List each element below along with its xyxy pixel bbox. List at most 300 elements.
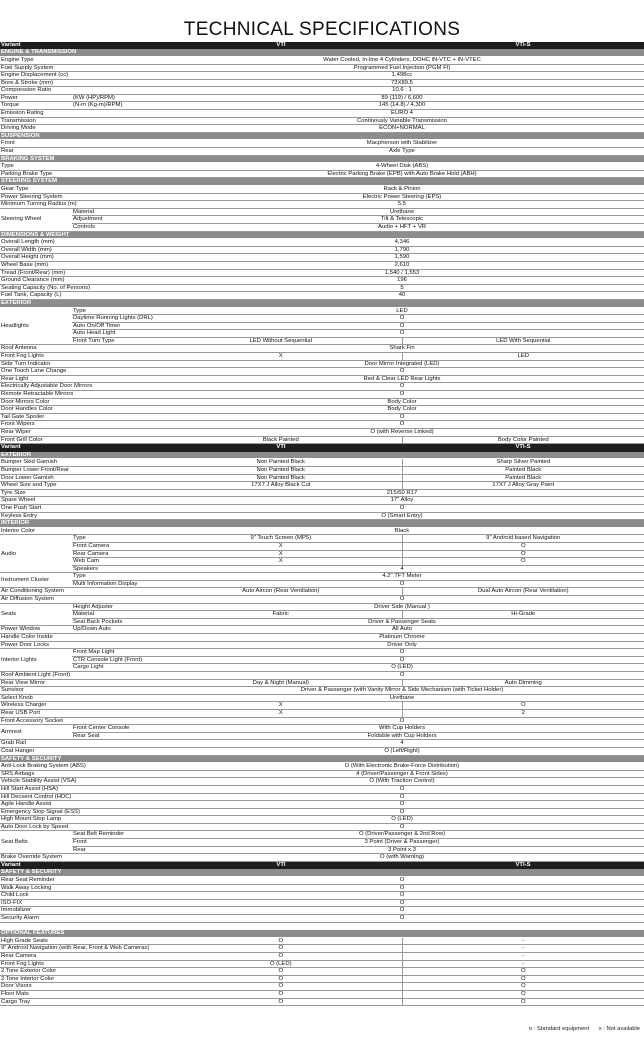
spec-value-vti-s: Auto Dimming — [402, 679, 644, 687]
spec-row — [0, 823, 644, 831]
spec-row — [0, 694, 644, 702]
spec-value-shared: 2,610 — [160, 261, 644, 269]
spec-value-vti-s: O — [402, 968, 644, 976]
spec-value-vti-s: - — [402, 960, 644, 968]
spec-value-shared: O — [160, 785, 644, 793]
spec-value-shared: O — [160, 892, 644, 900]
spec-label: Tread (Front/Rear) (mm) — [0, 269, 160, 277]
spec-row — [0, 527, 644, 535]
spec-value-shared: Driver & Passenger (with Vanity Mirror & Side Mechanism (with Ticket Holder) — [160, 687, 644, 695]
spec-sub-label: Type — [72, 307, 160, 315]
spec-row — [0, 983, 644, 991]
spec-label: Sunvisor — [0, 687, 160, 695]
spec-value-shared: Urethane — [160, 208, 644, 216]
spec-label: Keyless Entry — [0, 512, 160, 520]
spec-value-vti: LED Without Sequential — [160, 337, 402, 345]
spec-value-vti-s: Painted Black — [402, 466, 644, 474]
spec-row — [0, 337, 644, 345]
spec-value-vti-s: - — [402, 952, 644, 960]
spec-label: Seating Capacity (No. of Persons) — [0, 284, 160, 292]
spec-row — [0, 611, 644, 619]
spec-value-shared: O — [160, 717, 644, 725]
spec-value-shared: O (with Reverse Linked) — [160, 429, 644, 437]
section-header-row — [0, 755, 644, 763]
spec-value-vti-s: O — [402, 558, 644, 566]
spec-label: Rear Camera — [0, 952, 160, 960]
spec-group-label: Power Window — [0, 626, 72, 634]
spec-value-shared: Electric Parking Brake (EPB) with Auto Brake Hold (ABH) — [160, 170, 644, 178]
spec-row — [0, 391, 644, 399]
spec-value-shared: Urethane — [160, 694, 644, 702]
spec-value-shared: Rack & Pinion — [160, 186, 644, 194]
spec-row — [0, 368, 644, 376]
spec-value-vti: O — [160, 983, 402, 991]
spec-label: Rear — [0, 148, 160, 156]
spec-row — [0, 801, 644, 809]
spec-row — [0, 846, 644, 854]
variant-vti-s: VTI-S — [402, 444, 644, 452]
spec-value-vti-s: - — [402, 937, 644, 945]
spec-label: Brake Override System — [0, 854, 160, 862]
spec-row — [0, 201, 644, 209]
spec-value-shared: O (LED) — [160, 664, 644, 672]
spec-label: Compression Ratio — [0, 87, 160, 95]
section-title: SAFETY & SECURITY — [0, 869, 644, 877]
spec-value-shared: 89 (119) / 6,600 — [160, 94, 644, 102]
spec-label: Vehicle Stability Assist (VSA) — [0, 778, 160, 786]
spec-row — [0, 634, 644, 642]
spec-row — [0, 899, 644, 907]
spec-label: Rear USB Port — [0, 709, 160, 717]
spec-value-shared: O (with Warning) — [160, 854, 644, 862]
spec-row — [0, 702, 644, 710]
spec-label: High Mount Stop Lamp — [0, 816, 160, 824]
spec-value-shared: O — [160, 907, 644, 915]
spec-label: Rear View Mirror — [0, 679, 160, 687]
spec-label: Fuel Supply System — [0, 64, 160, 72]
spec-value-shared: Red & Clear LED Rear Lights — [160, 375, 644, 383]
spec-label: Rear Seat Reminder — [0, 877, 160, 885]
spec-label: Door Handles Color — [0, 406, 160, 414]
section-title: BRAKING SYSTEM — [0, 155, 644, 163]
spec-label: Interior Color — [0, 527, 160, 535]
spec-row — [0, 877, 644, 885]
spec-value-shared: Water Cooled, In-line 4 Cylinders, DOHC iN-VTC + iN-VTEC — [160, 56, 644, 64]
spec-row — [0, 732, 644, 740]
spec-row — [0, 170, 644, 178]
spec-row — [0, 421, 644, 429]
spec-label: One Push Start — [0, 504, 160, 512]
spec-row — [0, 778, 644, 786]
spec-row — [0, 436, 644, 444]
spec-row — [0, 998, 644, 1006]
spec-label: Rear Light — [0, 375, 160, 383]
spec-group-label: Interior Lights — [0, 649, 72, 672]
spec-value-shared: 5 — [160, 284, 644, 292]
spec-row — [0, 990, 644, 998]
spec-row — [0, 261, 644, 269]
spec-row — [0, 345, 644, 353]
spec-label: Air Diffusion System — [0, 596, 160, 604]
spec-label: Driving Mode — [0, 125, 160, 133]
spec-label: Bumper Skid Garnish — [0, 459, 160, 467]
spec-group-label: Power — [0, 94, 72, 102]
spec-sub-label: Auto On/Off Timer — [72, 322, 160, 330]
spec-row — [0, 94, 644, 102]
spec-row — [0, 497, 644, 505]
section-header-row — [0, 520, 644, 528]
spec-value-shared: O — [160, 322, 644, 330]
section-header-row — [0, 869, 644, 877]
spec-value-shared: O (Left/Right) — [160, 747, 644, 755]
spec-row — [0, 186, 644, 194]
spec-sub-label: Height Adjuster — [72, 603, 160, 611]
spec-value-vti: O — [160, 952, 402, 960]
spec-label: Parking Brake Type — [0, 170, 160, 178]
spec-row — [0, 618, 644, 626]
spec-sub-label: Front — [72, 839, 160, 847]
spec-value-shared: 4.2" TFT Meter — [160, 573, 644, 581]
spec-sub-label: Front Turn Type — [72, 337, 160, 345]
legend-not-available: x : Not available — [598, 1025, 640, 1032]
spec-row — [0, 808, 644, 816]
spec-row — [0, 740, 644, 748]
spec-label: Tail Gate Spoiler — [0, 413, 160, 421]
spec-value-shared: O — [160, 899, 644, 907]
spec-value-vti: Non Painted Black — [160, 466, 402, 474]
spec-row — [0, 793, 644, 801]
spec-label: Minimum Turning Radius (m) — [0, 201, 160, 209]
spec-row — [0, 558, 644, 566]
spec-row — [0, 596, 644, 604]
spec-label: Air Conditioning System — [0, 588, 160, 596]
spec-row — [0, 254, 644, 262]
spec-row — [0, 383, 644, 391]
spec-value-shared: Foldable with Cup Holders — [160, 732, 644, 740]
spec-row — [0, 937, 644, 945]
spec-sub-label: Adjustment — [72, 216, 160, 224]
spacer-row — [0, 922, 644, 930]
spec-row — [0, 239, 644, 247]
spec-value-vti: Black Painted — [160, 436, 402, 444]
spec-sub-label: Type — [72, 573, 160, 581]
spec-row — [0, 56, 644, 64]
spec-label: Overall Height (mm) — [0, 254, 160, 262]
spec-value-shared: O — [160, 421, 644, 429]
spec-value-vti: O — [160, 945, 402, 953]
spec-value-shared: O (With Electronic Brake-Force Distribution) — [160, 763, 644, 771]
spec-value-vti-s: O — [402, 702, 644, 710]
spec-row — [0, 854, 644, 862]
spec-row — [0, 725, 644, 733]
spec-value-vti-s: - — [402, 945, 644, 953]
spec-value-shared: O — [160, 383, 644, 391]
spec-sub-label: Daytime Running Lights (DRL) — [72, 315, 160, 323]
spec-row — [0, 664, 644, 672]
spec-row — [0, 360, 644, 368]
spec-value-vti: X — [160, 709, 402, 717]
spec-sub-label: Up/Down Auto — [72, 626, 160, 634]
spec-sub-label: Multi Information Display — [72, 580, 160, 588]
spec-value-shared: Driver Side (Manual ) — [160, 603, 644, 611]
spec-sub-label: Rear Seat — [72, 732, 160, 740]
spec-value-shared: Audio + HFT + VR — [160, 223, 644, 231]
spec-label: SRS Airbags — [0, 770, 160, 778]
spec-value-shared: O (Driver/Passenger & 2nd Row) — [160, 831, 644, 839]
spec-value-shared: O — [160, 596, 644, 604]
section-title: INTERIOR — [0, 520, 644, 528]
spec-value-shared: 40 — [160, 292, 644, 300]
variant-vti-s: VTI-S — [402, 861, 644, 869]
spec-value-shared: 145 (14.8) / 4,300 — [160, 102, 644, 110]
spec-value-vti: X — [160, 702, 402, 710]
spec-sub-label: Rear — [72, 846, 160, 854]
spec-value-vti: Non Painted Black — [160, 474, 402, 482]
spec-row — [0, 413, 644, 421]
spec-value-vti: O — [160, 975, 402, 983]
section-title: STEERING SYSTEM — [0, 178, 644, 186]
spec-sub-label: Front Camera — [72, 542, 160, 550]
variant-header-row — [0, 861, 644, 869]
spec-sub-label: Rear Camera — [72, 550, 160, 558]
variant-label: Variant — [0, 861, 160, 869]
spec-row — [0, 535, 644, 543]
spec-value-vti-s: O — [402, 975, 644, 983]
spec-row — [0, 292, 644, 300]
spec-label: Front Accessory Socket — [0, 717, 160, 725]
legend-footnote — [521, 1026, 640, 1032]
spec-value-vti: O — [160, 998, 402, 1006]
spec-value-shared: Black — [160, 527, 644, 535]
spec-sub-label: CTR Console Light (Front) — [72, 656, 160, 664]
spec-value-vti: O — [160, 990, 402, 998]
spec-value-shared: Tilt & Telescopic — [160, 216, 644, 224]
spec-value-vti-s: LED With Sequential — [402, 337, 644, 345]
spec-sub-label: Material — [72, 208, 160, 216]
legend-standard: o : Standard equipment — [528, 1025, 590, 1032]
spec-value-vti-s: 17X7 J Alloy Gray Paint — [402, 482, 644, 490]
spec-value-vti-s: O — [402, 998, 644, 1006]
spec-sub-label: (KW (HP)/RPM) — [72, 94, 160, 102]
variant-vti: VTI — [160, 444, 402, 452]
spec-label: Power Steering System — [0, 193, 160, 201]
spec-row — [0, 315, 644, 323]
spec-value-shared: 4 (Driver/Passenger & Front Sides) — [160, 770, 644, 778]
section-title: ENGINE & TRANSMISSION — [0, 49, 644, 57]
spec-value-vti: Auto Aircon (Rear Ventilation) — [160, 588, 402, 596]
spec-value-shared: LED — [160, 307, 644, 315]
spec-row — [0, 269, 644, 277]
spec-row — [0, 672, 644, 680]
spec-value-shared: O — [160, 649, 644, 657]
spec-sub-label: (N-m (Kg-m)/RPM) — [72, 102, 160, 110]
spec-value-shared: 5.5 — [160, 201, 644, 209]
spec-value-shared: 73X89.5 — [160, 79, 644, 87]
spec-value-shared: All Auto — [160, 626, 644, 634]
spec-label: Engine Type — [0, 56, 160, 64]
spec-group-label: Seats — [0, 603, 72, 626]
spec-value-vti: X — [160, 550, 402, 558]
spec-label: 9" Android Navigation (with Rear, Front & Web Cameras) — [0, 945, 160, 953]
spec-value-shared: Shark Fin — [160, 345, 644, 353]
spec-row — [0, 489, 644, 497]
spec-value-vti-s: O — [402, 542, 644, 550]
spec-value-shared: O — [160, 672, 644, 680]
spec-value-shared: Programmed Fuel Injection (PGM FI) — [160, 64, 644, 72]
spec-label: Hill Start Assist (HSA) — [0, 785, 160, 793]
spec-value-shared: Continously Variable Transmission — [160, 117, 644, 125]
spec-row — [0, 504, 644, 512]
spec-value-shared: O (Smart Entry) — [160, 512, 644, 520]
spec-row — [0, 110, 644, 118]
spec-row — [0, 223, 644, 231]
section-header-row — [0, 155, 644, 163]
section-title: OPTIONAL FEATURES — [0, 930, 644, 938]
spec-label: Gear Type — [0, 186, 160, 194]
spec-label: Engine Displacement (cc) — [0, 72, 160, 80]
spec-label: Immobilizer — [0, 907, 160, 915]
variant-label: Variant — [0, 444, 160, 452]
spec-value-vti-s: O — [402, 550, 644, 558]
spec-row — [0, 429, 644, 437]
spec-row — [0, 915, 644, 923]
spec-value-shared: O — [160, 391, 644, 399]
spec-value-vti-s: O — [402, 983, 644, 991]
spec-label: Bumper Lower Front/Rear — [0, 466, 160, 474]
spec-row — [0, 717, 644, 725]
spec-row — [0, 975, 644, 983]
section-header-row — [0, 178, 644, 186]
spec-sub-label: Cargo Light — [72, 664, 160, 672]
spec-value-shared: Macpherson with Stabilizer — [160, 140, 644, 148]
spec-value-vti-s: Body Color Painted — [402, 436, 644, 444]
section-title: EXTERIOR — [0, 299, 644, 307]
spec-row — [0, 641, 644, 649]
spec-row — [0, 968, 644, 976]
spec-row — [0, 565, 644, 573]
spec-value-shared: 1,790 — [160, 246, 644, 254]
spec-row — [0, 588, 644, 596]
spec-sub-label: Seat Belt Reminder — [72, 831, 160, 839]
spec-row — [0, 573, 644, 581]
spec-label: Agile Handle Assist — [0, 801, 160, 809]
spec-value-shared: 215/60 R17 — [160, 489, 644, 497]
spec-value-shared: O (LED) — [160, 816, 644, 824]
spec-row — [0, 687, 644, 695]
spec-label: One Touch Lane Change — [0, 368, 160, 376]
spec-label: Auto Door Lock by Speed — [0, 823, 160, 831]
spec-value-shared: 3 Point x 3 — [160, 846, 644, 854]
spec-group-label: Seat Belts — [0, 831, 72, 854]
spec-value-vti-s: 9" Android based Navigation — [402, 535, 644, 543]
spec-row — [0, 64, 644, 72]
spec-label: Floor Mats — [0, 990, 160, 998]
spec-value-shared: 1,590 — [160, 254, 644, 262]
spec-value-shared: O — [160, 808, 644, 816]
spec-row — [0, 474, 644, 482]
spec-sub-label: Auto Head Light — [72, 330, 160, 338]
spec-label: Roof Antenna — [0, 345, 160, 353]
spec-row — [0, 679, 644, 687]
spec-label: Door Visors — [0, 983, 160, 991]
spec-row — [0, 512, 644, 520]
spec-value-shared: O — [160, 330, 644, 338]
spec-row — [0, 785, 644, 793]
section-title: SAFETY & SECURITY — [0, 755, 644, 763]
spec-sub-label: Web Cam — [72, 558, 160, 566]
spec-row — [0, 216, 644, 224]
spec-value-shared: Platinum Chrome — [160, 634, 644, 642]
spec-value-shared: 1,498cc — [160, 72, 644, 80]
spec-group-label: Torque — [0, 102, 72, 110]
variant-header-row — [0, 444, 644, 452]
spec-row — [0, 626, 644, 634]
variant-header-row — [0, 42, 644, 49]
section-header-row — [0, 451, 644, 459]
spec-value-vti-s: O — [402, 990, 644, 998]
spec-value-shared: O — [160, 801, 644, 809]
spec-value-vti: O (LED) — [160, 960, 402, 968]
spec-label: Handle Color Inside — [0, 634, 160, 642]
section-header-row — [0, 49, 644, 57]
spec-row — [0, 603, 644, 611]
spec-row — [0, 102, 644, 110]
spec-label: Emission Rating — [0, 110, 160, 118]
spec-value-shared: Body Color — [160, 406, 644, 414]
spec-row — [0, 193, 644, 201]
spec-label: Bore & Stroke (mm) — [0, 79, 160, 87]
spec-row — [0, 208, 644, 216]
spec-sub-label: Speakers — [72, 565, 160, 573]
section-header-row — [0, 930, 644, 938]
spec-label: Remote Retractable Mirrors — [0, 391, 160, 399]
spec-row — [0, 117, 644, 125]
spec-row — [0, 163, 644, 171]
spec-label: Side Turn Indicator — [0, 360, 160, 368]
spec-value-vti: 17X7 J Alloy Black Cut — [160, 482, 402, 490]
spec-row — [0, 763, 644, 771]
spec-label: Wheel Size and Type — [0, 482, 160, 490]
spec-row — [0, 550, 644, 558]
spec-row — [0, 649, 644, 657]
spec-value-shared: 10.6 : 1 — [160, 87, 644, 95]
spec-value-shared: 196 — [160, 277, 644, 285]
spec-value-vti: X — [160, 353, 402, 361]
spacer-cell — [0, 922, 644, 930]
spec-group-label: Instrument Cluster — [0, 573, 72, 588]
spec-value-shared: O — [160, 413, 644, 421]
spec-label: Power Door Locks — [0, 641, 160, 649]
variant-vti-s: VTI-S — [402, 42, 644, 49]
section-header-row — [0, 231, 644, 239]
spec-label: Hill Decsent Control (HDC) — [0, 793, 160, 801]
spec-sub-label: Front Map Light — [72, 649, 160, 657]
spec-label: Electrically Adjustable Door Mirrors — [0, 383, 160, 391]
spec-row — [0, 945, 644, 953]
spec-value-shared: Driver & Passenger Seats — [160, 618, 644, 626]
spec-label: Anti-Lock Braking System (ABS) — [0, 763, 160, 771]
spec-row — [0, 952, 644, 960]
spec-sub-label: Seat Back Pockets — [72, 618, 160, 626]
spec-row — [0, 246, 644, 254]
spec-label: ISO-FIX — [0, 899, 160, 907]
spec-label: Transmission — [0, 117, 160, 125]
spec-row — [0, 330, 644, 338]
spec-row — [0, 839, 644, 847]
spec-value-shared: O — [160, 368, 644, 376]
spec-row — [0, 482, 644, 490]
spec-sub-label: Material — [72, 611, 160, 619]
